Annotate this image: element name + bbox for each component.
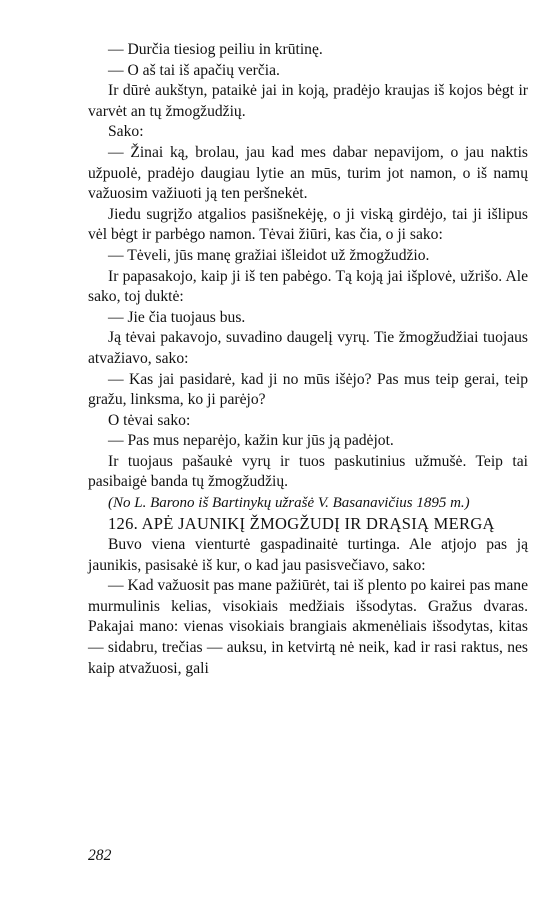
paragraph: Sako: xyxy=(108,123,144,141)
paragraph: — Kas jai pasidarė, kad ji no mūs išėjo? Pas mus teip gerai, teip gražu, linksma, ko ji parėjo? xyxy=(88,370,528,409)
story-heading: 126. APĖ JAUNIKĮ ŽMOGŽUDĮ IR DRĄSIĄ MERGĄ xyxy=(108,514,495,534)
paragraph: Buvo viena vienturtė gaspadinaitė turtinga. Ale atjojo pas ją jaunikis, pasisakė iš kur, o kad jau pasisvečiavo, sako: xyxy=(88,536,528,574)
paragraph: — Pas mus neparėjo, kažin kur jūs ją padėjot. xyxy=(108,432,394,450)
paragraph: Ir dūrė aukštyn, pataikė jai in koją, pradėjo kraujas iš kojos bėgt ir varvėt an tų žmogžudžių. xyxy=(88,82,528,120)
paragraph: Ją tėvai pakavojo, suvadino daugelį vyrų. Tie žmogžudžiai tuojaus atvažiavo, sako: xyxy=(88,329,528,367)
page-text xyxy=(88,40,528,679)
paragraph: — Jie čia tuojaus bus. xyxy=(108,308,246,326)
paragraph: — Durčia tiesiog peiliu in krūtinę. xyxy=(108,41,323,58)
paragraph: Jiedu sugrįžo atgalios pasišnekėję, o ji viską girdėjo, tai ji išlipus vėl bėgt ir parbėgo namon. Tėvai žiūri, kas čia, o ji sako: xyxy=(88,205,528,244)
paragraph: — Žinai ką, brolau, jau kad mes dabar nepavijom, o jau naktis užpuolė, pradėjo daugiau lytie an mūs, turim jot namon, o iš namų važuosim važiuoti ją ten peršnekėt. xyxy=(88,143,528,203)
paragraph: Ir papasakojo, kaip ji iš ten pabėgo. Tą koją jai išplovė, užrišo. Ale sako, toj duktė: xyxy=(88,267,528,306)
paragraph: O tėvai sako: xyxy=(108,411,191,429)
paragraph: Ir tuojaus pašaukė vyrų ir tuos paskutinius užmušė. Teip tai pasibaigė banda tų žmogžudžių. xyxy=(88,452,528,491)
paragraph: — O aš tai iš apačių verčia. xyxy=(108,61,280,79)
paragraph: — Kad važuosit pas mane pažiūrėt, tai iš plento po kairei pas mane murmulinis kelias, visokiais medžiais išsodytas. Gražus dvaras. Pakajai mano: vienas visokiais brangiais akmenėliais išsodytas, kitas — sidabru, trečias — auksu, in ketvirtą nė neik, kad ir rasi raktus, nes kaip atvažuosi, gali xyxy=(88,577,528,677)
page-number: 282 xyxy=(88,847,112,864)
source-note: (No L. Barono iš Bartinykų užrašė V. Basanavičius 1895 m.) xyxy=(108,495,470,512)
paragraph: — Tėveli, jūs manę gražiai išleidot už žmogžudžio. xyxy=(108,246,430,264)
